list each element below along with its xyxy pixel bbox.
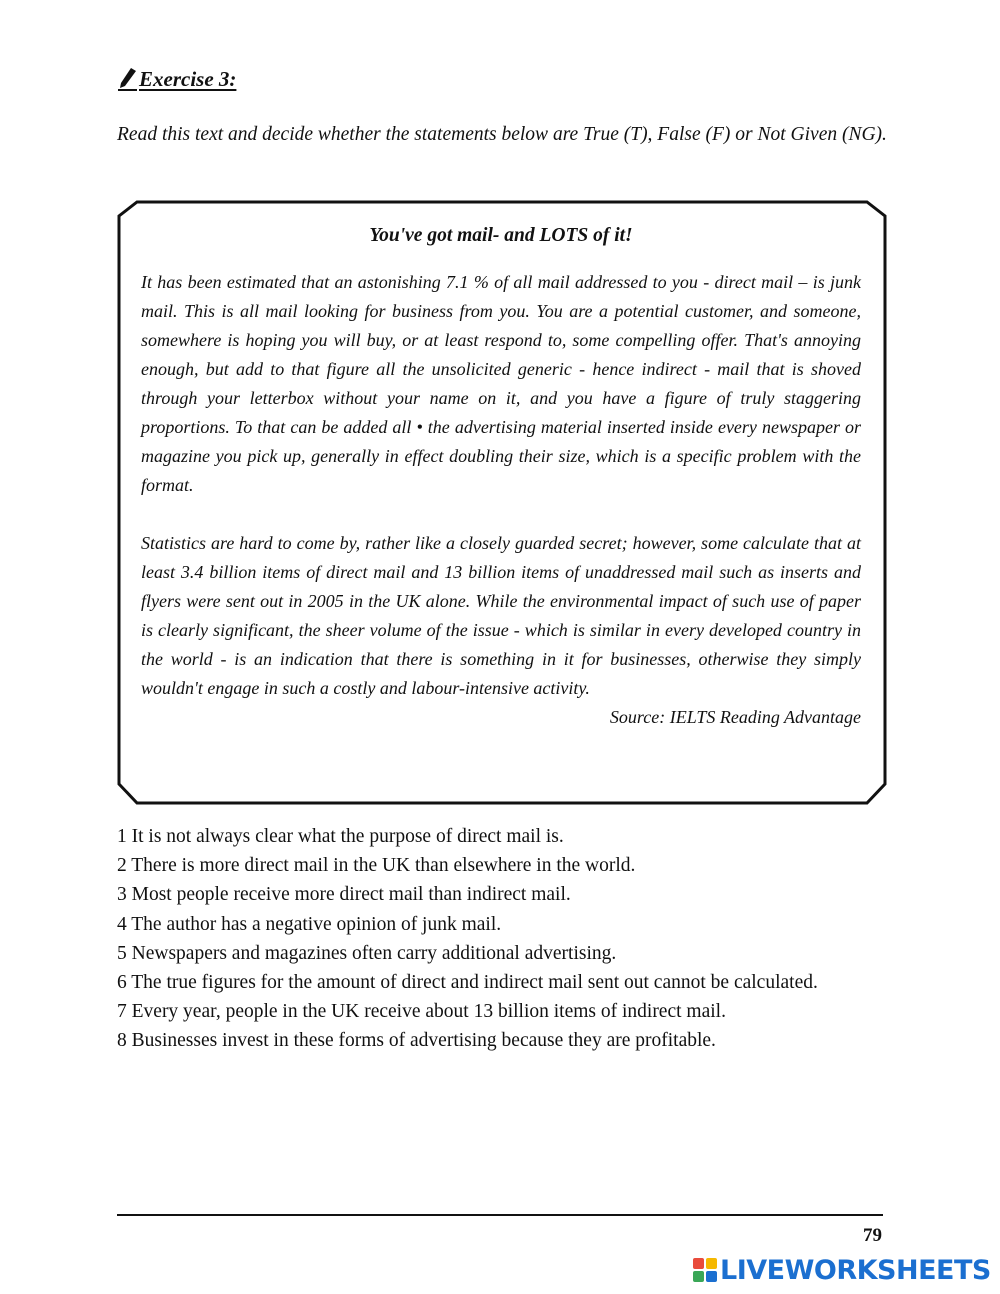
statement-item: 2 There is more direct mail in the UK than elsewhere in the world. (117, 855, 636, 877)
footer-divider (117, 1214, 883, 1216)
exercise-heading (117, 66, 236, 92)
liveworksheets-logo-icon (692, 1257, 718, 1283)
passage-source: Source: IELTS Reading Advantage (609, 707, 861, 727)
statement-item: 4 The author has a negative opinion of junk mail. (117, 913, 502, 935)
liveworksheets-logo-text: LIVEWORKSHEETS (720, 1254, 991, 1286)
exercise-title: Exercise 3: (139, 67, 237, 91)
statement-list (117, 822, 877, 1056)
statement-item: 7 Every year, people in the UK receive about 13 billion items of indirect mail. (117, 1001, 726, 1023)
statement-item: 1 It is not always clear what the purpose of direct mail is. (117, 826, 564, 847)
passage-paragraph: Statistics are hard to come by, rather like a closely guarded secret; however, some calculate that at least 3.4 billion items of direct mail and 13 billion items of unaddressed mail such as inserts and flyers were sent out in 2005 in the UK alone. While the environmental impact of such use of paper is clearly significant, the sheer volume of the issue - which is similar in every developed country in the world - is an indication that there is something in it for businesses, otherwise they simply wouldn't engage in such a costly and labour-intensive activity. (141, 533, 861, 698)
passage-box (141, 222, 861, 732)
pen-icon (117, 66, 139, 92)
exercise-instructions: Read this text and decide whether the statements below are True (T), False (F) or Not Given (NG). (117, 124, 887, 145)
passage-paragraph: It has been estimated that an astonishing 7.1 % of all mail addressed to you - direct mail – is junk mail. This is all mail looking for business from you. You are a potential customer, and someone, somewhere is hoping you will buy, or at least respond to, some compelling offer. That's annoying enough, but add to that figure all the unsolicited generic - hence indirect - mail that is shoved through your letterbox without your name on it, and you have a figure of truly staggering proportions. To that can be added all • the advertising material inserted inside every newspaper or magazine you pick up, generally in effect doubling their size, which is a specific problem with the format. (141, 272, 861, 495)
statement-item: 6 The true figures for the amount of direct and indirect mail sent out cannot be calculated. (117, 972, 818, 994)
statement-item: 3 Most people receive more direct mail than indirect mail. (117, 884, 571, 906)
liveworksheets-logo[interactable] (692, 1253, 991, 1287)
passage-title: You've got mail- and LOTS of it! (369, 225, 633, 246)
page-number: 79 (863, 1225, 882, 1246)
statement-item: 8 Businesses invest in these forms of advertising because they are profitable. (117, 1030, 716, 1052)
statement-item: 5 Newspapers and magazines often carry additional advertising. (117, 942, 617, 964)
